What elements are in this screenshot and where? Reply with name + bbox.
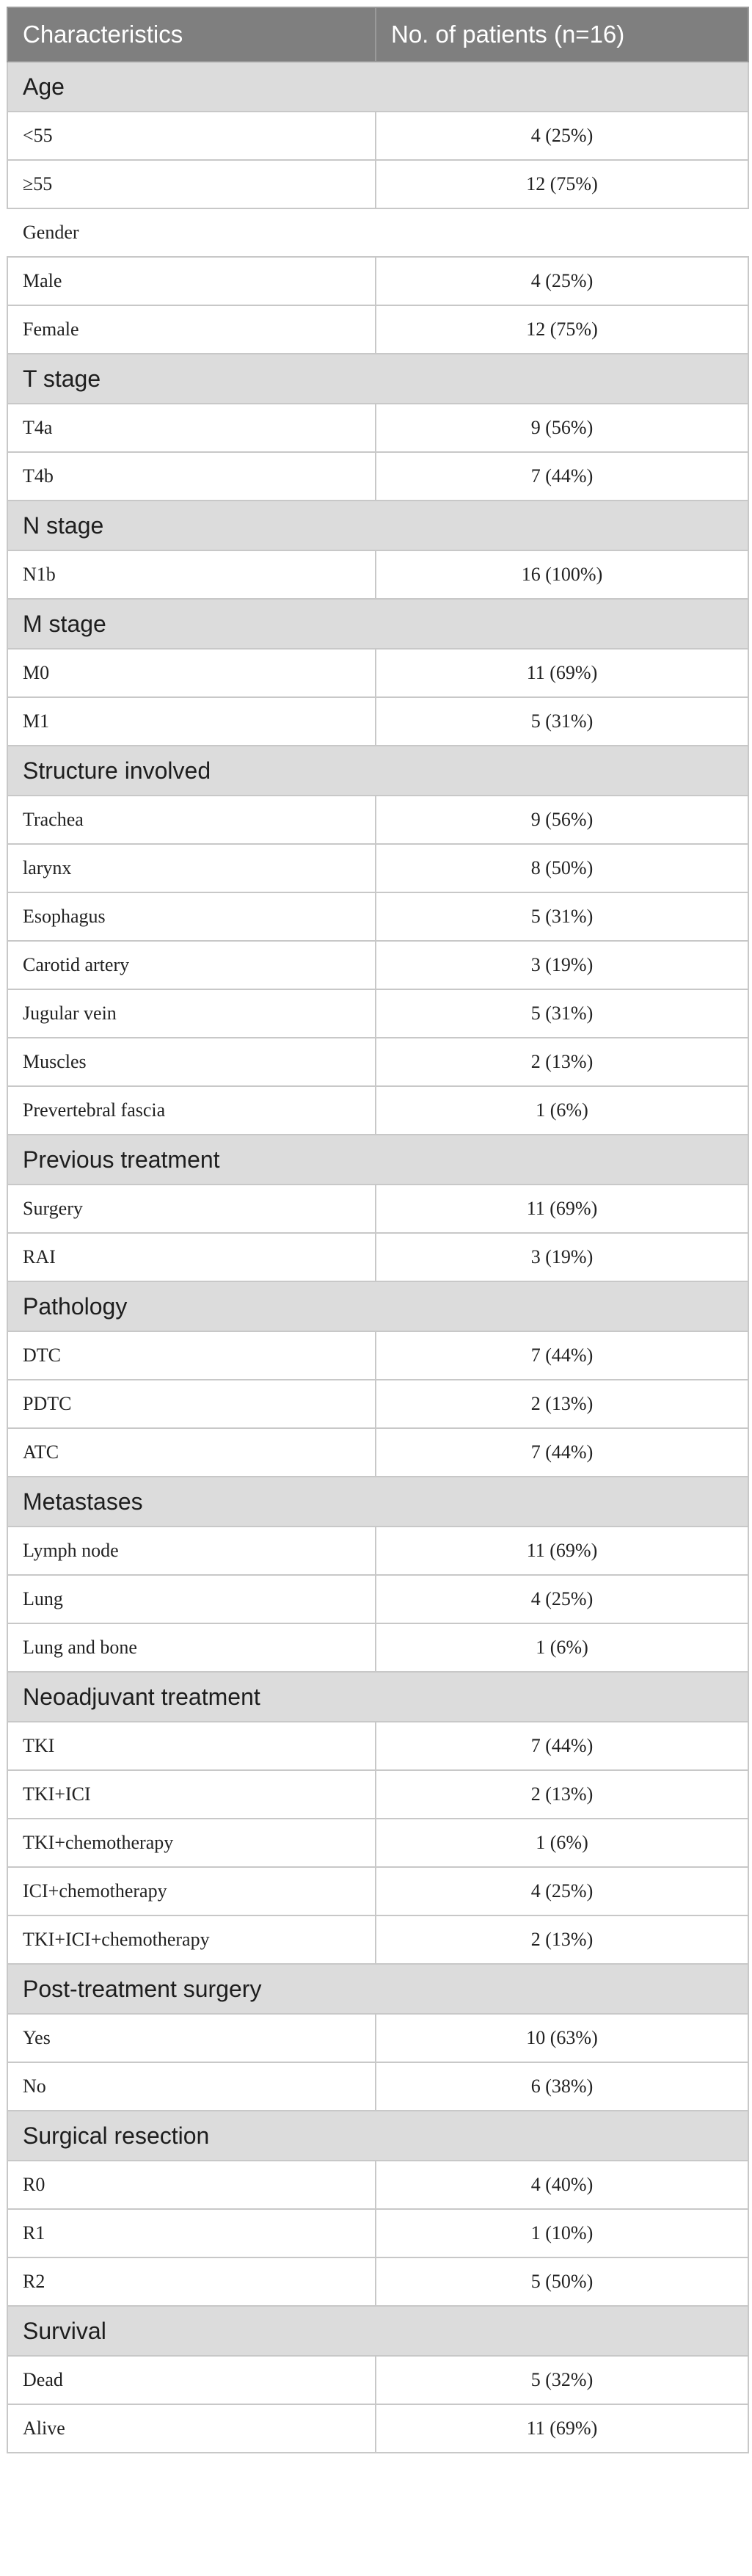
characteristic-cell: DTC (7, 1331, 376, 1380)
section-row (7, 1964, 748, 2014)
section-row (7, 1281, 748, 1331)
section-label: N stage (7, 501, 748, 550)
section-label: T stage (7, 354, 748, 404)
patient-count-cell: 4 (25%) (376, 257, 748, 305)
table-row (7, 1331, 748, 1380)
characteristic-cell: T4a (7, 404, 376, 452)
table-row (7, 2014, 748, 2062)
characteristic-cell: R1 (7, 2209, 376, 2257)
characteristic-cell: TKI+chemotherapy (7, 1819, 376, 1867)
characteristic-cell: Lung (7, 1575, 376, 1623)
section-label: M stage (7, 599, 748, 649)
table-row (7, 550, 748, 599)
patient-count-cell: 7 (44%) (376, 452, 748, 501)
patient-count-cell: 11 (69%) (376, 2404, 748, 2453)
characteristic-cell: ATC (7, 1428, 376, 1477)
section-label: Previous treatment (7, 1135, 748, 1185)
patient-count-cell: 5 (31%) (376, 989, 748, 1038)
table-row (7, 941, 748, 989)
table-row (7, 2161, 748, 2209)
table-row (7, 2404, 748, 2453)
patient-count-cell: 11 (69%) (376, 1527, 748, 1575)
table-row (7, 697, 748, 746)
characteristic-cell: N1b (7, 550, 376, 599)
table-row (7, 1527, 748, 1575)
characteristic-cell: Muscles (7, 1038, 376, 1086)
table-row (7, 844, 748, 892)
section-label: Survival (7, 2306, 748, 2356)
characteristic-cell: TKI (7, 1722, 376, 1770)
patient-count-cell: 3 (19%) (376, 1233, 748, 1281)
section-row (7, 599, 748, 649)
characteristic-cell: T4b (7, 452, 376, 501)
table-row (7, 1038, 748, 1086)
section-label: Surgical resection (7, 2111, 748, 2161)
header-characteristics: Characteristics (7, 7, 376, 62)
patient-count-cell: 11 (69%) (376, 1185, 748, 1233)
section-label: Structure involved (7, 746, 748, 796)
characteristic-cell: Female (7, 305, 376, 354)
characteristic-cell: M1 (7, 697, 376, 746)
section-row (7, 354, 748, 404)
patient-count-cell: 7 (44%) (376, 1722, 748, 1770)
table-row (7, 160, 748, 208)
table-row (7, 2257, 748, 2306)
characteristic-cell: Dead (7, 2356, 376, 2404)
table-row (7, 1623, 748, 1672)
characteristic-cell: Prevertebral fascia (7, 1086, 376, 1135)
table-row (7, 2209, 748, 2257)
patient-count-cell: 2 (13%) (376, 1038, 748, 1086)
characteristic-cell: RAI (7, 1233, 376, 1281)
characteristic-cell: Lung and bone (7, 1623, 376, 1672)
table-row (7, 1722, 748, 1770)
patient-count-cell: 4 (25%) (376, 1575, 748, 1623)
section-row (7, 1477, 748, 1527)
table-row (7, 1086, 748, 1135)
table-row (7, 257, 748, 305)
table-row (7, 1915, 748, 1964)
characteristic-cell: Trachea (7, 796, 376, 844)
patient-count-cell: 1 (10%) (376, 2209, 748, 2257)
characteristic-cell: Jugular vein (7, 989, 376, 1038)
section-label: Metastases (7, 1477, 748, 1527)
characteristic-cell: Male (7, 257, 376, 305)
patient-count-cell: 12 (75%) (376, 305, 748, 354)
header-patient-count: No. of patients (n=16) (376, 7, 748, 62)
table-header-row (7, 7, 748, 62)
table-row (7, 796, 748, 844)
subheading-row (7, 208, 748, 257)
characteristic-cell: TKI+ICI (7, 1770, 376, 1819)
table-row (7, 1575, 748, 1623)
patient-count-cell: 5 (50%) (376, 2257, 748, 2306)
patient-count-cell: 2 (13%) (376, 1915, 748, 1964)
characteristic-cell: ICI+chemotherapy (7, 1867, 376, 1915)
section-label: Age (7, 62, 748, 112)
characteristic-cell: R2 (7, 2257, 376, 2306)
patient-count-cell: 4 (25%) (376, 1867, 748, 1915)
table-row (7, 892, 748, 941)
patient-count-cell: 5 (31%) (376, 697, 748, 746)
table-row (7, 1185, 748, 1233)
patient-characteristics-table (7, 7, 749, 2453)
table-row (7, 452, 748, 501)
characteristic-cell: R0 (7, 2161, 376, 2209)
patient-count-cell: 1 (6%) (376, 1819, 748, 1867)
characteristic-cell: larynx (7, 844, 376, 892)
patient-count-cell: 8 (50%) (376, 844, 748, 892)
characteristic-cell: M0 (7, 649, 376, 697)
patient-count-cell: 3 (19%) (376, 941, 748, 989)
patient-count-cell: 12 (75%) (376, 160, 748, 208)
table-row (7, 2356, 748, 2404)
section-row (7, 1135, 748, 1185)
table-row (7, 649, 748, 697)
characteristic-cell: Carotid artery (7, 941, 376, 989)
patient-count-cell: 2 (13%) (376, 1770, 748, 1819)
patient-count-cell: 9 (56%) (376, 404, 748, 452)
section-label: Neoadjuvant treatment (7, 1672, 748, 1722)
patient-count-cell: 7 (44%) (376, 1331, 748, 1380)
section-row (7, 501, 748, 550)
characteristic-cell: No (7, 2062, 376, 2111)
table-row (7, 404, 748, 452)
characteristic-cell: <55 (7, 112, 376, 160)
characteristic-cell: TKI+ICI+chemotherapy (7, 1915, 376, 1964)
patient-count-cell: 5 (31%) (376, 892, 748, 941)
characteristic-cell: PDTC (7, 1380, 376, 1428)
patient-count-cell: 5 (32%) (376, 2356, 748, 2404)
patient-count-cell: 4 (40%) (376, 2161, 748, 2209)
characteristic-cell: Esophagus (7, 892, 376, 941)
characteristic-cell: Lymph node (7, 1527, 376, 1575)
section-label: Post-treatment surgery (7, 1964, 748, 2014)
patient-count-cell: 11 (69%) (376, 649, 748, 697)
table-row (7, 1819, 748, 1867)
patient-count-cell: 10 (63%) (376, 2014, 748, 2062)
section-row (7, 2306, 748, 2356)
characteristic-cell: Surgery (7, 1185, 376, 1233)
table-row (7, 1380, 748, 1428)
characteristic-cell: Alive (7, 2404, 376, 2453)
table-body (7, 62, 748, 2453)
characteristic-cell: Yes (7, 2014, 376, 2062)
section-row (7, 62, 748, 112)
subheading-label: Gender (7, 208, 748, 257)
table-row (7, 1233, 748, 1281)
patient-count-cell: 2 (13%) (376, 1380, 748, 1428)
table-row (7, 1770, 748, 1819)
section-row (7, 746, 748, 796)
section-label: Pathology (7, 1281, 748, 1331)
patient-count-cell: 16 (100%) (376, 550, 748, 599)
table-row (7, 1428, 748, 1477)
patient-count-cell: 7 (44%) (376, 1428, 748, 1477)
patient-count-cell: 1 (6%) (376, 1623, 748, 1672)
table-row (7, 112, 748, 160)
characteristic-cell: ≥55 (7, 160, 376, 208)
section-row (7, 2111, 748, 2161)
table-row (7, 1867, 748, 1915)
table-row (7, 2062, 748, 2111)
table-row (7, 989, 748, 1038)
patient-count-cell: 1 (6%) (376, 1086, 748, 1135)
section-row (7, 1672, 748, 1722)
patient-count-cell: 6 (38%) (376, 2062, 748, 2111)
patient-count-cell: 4 (25%) (376, 112, 748, 160)
table-row (7, 305, 748, 354)
patient-count-cell: 9 (56%) (376, 796, 748, 844)
